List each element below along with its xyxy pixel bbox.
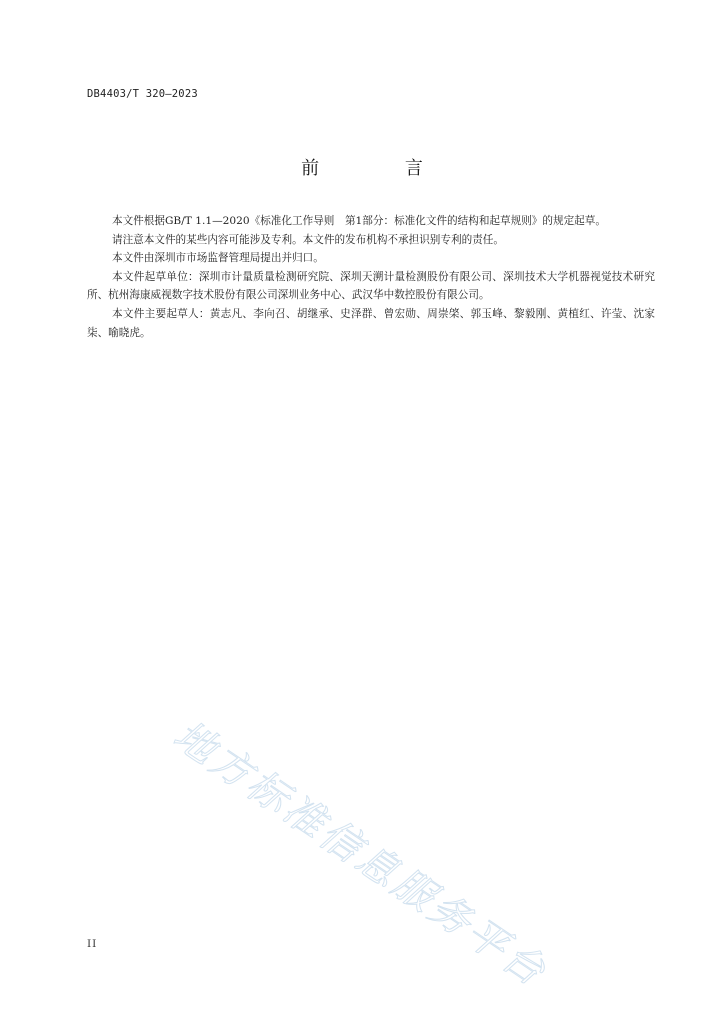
paragraph-drafters: 本文件主要起草人：黄志凡、李向召、胡继承、史泽群、曾宏勋、周崇棨、郭玉峰、黎毅刚、黄植红、许莹、沈家柒、喻晓虎。	[87, 307, 655, 339]
page-number: II	[87, 938, 98, 950]
paragraph-proposer: 本文件由深圳市市场监督管理局提出并归口。	[112, 252, 324, 265]
watermark: 地方标准信息服务平台	[165, 712, 556, 997]
paragraph-patent-notice: 请注意本文件的某些内容可能涉及专利。本文件的发布机构不承担识别专利的责任。	[112, 233, 504, 246]
page-title: 前 言	[301, 158, 463, 179]
paragraph-drafting-basis: 本文件根据GB/T 1.1—2020《标准化工作导则 第1部分：标准化文件的结构和起草规则》的规定起草。	[112, 215, 606, 227]
document-code: DB4403/T 320—2023	[87, 88, 198, 100]
foreword-body	[87, 212, 655, 342]
paragraph-drafting-units: 本文件起草单位：深圳市计量质量检测研究院、深圳天溯计量检测股份有限公司、深圳技术大学机器视觉技术研究所、杭州海康威视数字技术股份有限公司深圳业务中心、武汉华中数控股份有限公司。	[87, 270, 655, 302]
